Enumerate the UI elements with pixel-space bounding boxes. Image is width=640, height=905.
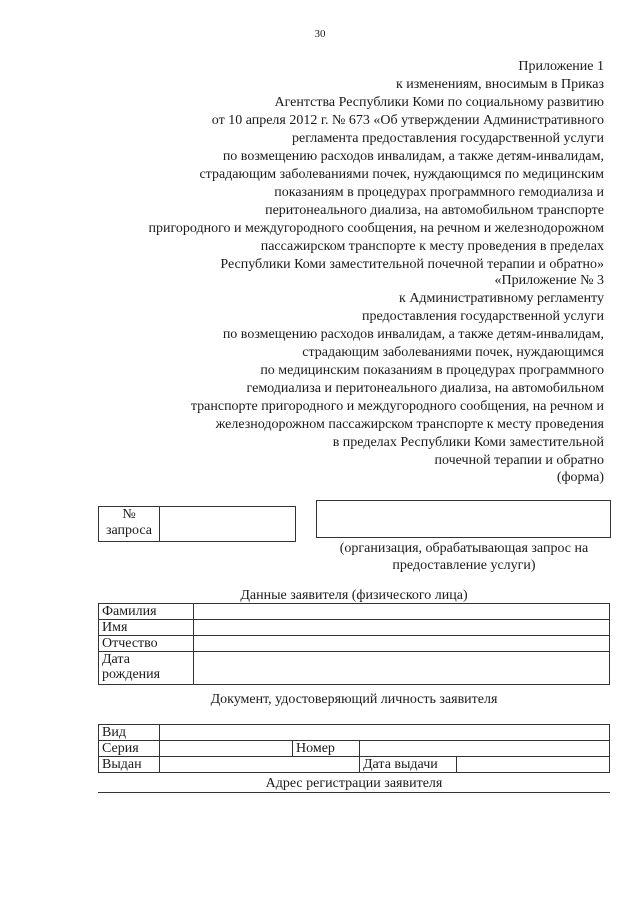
doc-type-label: Вид xyxy=(99,725,160,741)
birth-date-field[interactable] xyxy=(194,652,610,685)
birth-date-label xyxy=(99,652,194,685)
table-row xyxy=(99,620,610,636)
appendix3-line: «Приложение № 3 xyxy=(494,273,604,288)
patronymic-field[interactable] xyxy=(194,636,610,652)
table-row xyxy=(99,604,610,620)
form-label: (форма) xyxy=(556,470,604,485)
page-number: 30 xyxy=(314,28,326,40)
doc-issued-field[interactable] xyxy=(160,757,360,773)
birth-date-label-line1: Дата xyxy=(102,652,130,667)
appendix3-line: к Административному регламенту xyxy=(399,291,604,306)
appendix1-line: показаниям в процедурах программного гемодиализа и xyxy=(274,185,604,200)
organization-field[interactable] xyxy=(316,500,611,538)
request-number-sign: № xyxy=(122,507,136,522)
appendix1-line: пригородного и междугородного сообщения, на речном и железнодорожном xyxy=(148,221,604,236)
request-number-label xyxy=(99,507,160,542)
table-row xyxy=(99,725,610,741)
request-number-table xyxy=(98,506,296,542)
appendix3-line: гемодиализа и перитонеального диализа, на автомобильном xyxy=(246,381,604,396)
appendix3-line: железнодорожном пассажирском транспорте к месту проведения xyxy=(215,417,604,432)
appendix1-line: регламента предоставления государственной услуги xyxy=(292,131,604,146)
doc-issue-date-label: Дата выдачи xyxy=(360,757,457,773)
surname-label: Фамилия xyxy=(99,604,194,620)
name-field[interactable] xyxy=(194,620,610,636)
appendix3-line: по медицинским показаниям в процедурах программного xyxy=(260,363,604,378)
appendix1-line: перитонеального диализа, на автомобильном транспорте xyxy=(265,203,604,218)
doc-number-field[interactable] xyxy=(360,741,610,757)
document-section-title: Документ, удостоверяющий личность заявителя xyxy=(210,692,498,707)
document-table xyxy=(98,724,610,773)
applicant-section-title: Данные заявителя (физического лица) xyxy=(240,588,468,603)
doc-series-label: Серия xyxy=(99,741,160,757)
appendix1-line: по возмещению расходов инвалидам, а также детям-инвалидам, xyxy=(222,149,604,164)
appendix1-line: пассажирском транспорте к месту проведения в пределах xyxy=(260,239,604,254)
appendix3-line: в пределах Республики Коми заместительной xyxy=(332,435,604,450)
request-word: запроса xyxy=(106,523,152,538)
doc-number-label: Номер xyxy=(293,741,360,757)
request-number-field[interactable] xyxy=(160,507,296,542)
doc-issued-label: Выдан xyxy=(99,757,160,773)
appendix3-line: предоставления государственной услуги xyxy=(362,309,604,324)
address-field-line[interactable] xyxy=(98,792,610,793)
address-section-title: Адрес регистрации заявителя xyxy=(265,776,443,791)
birth-date-label-line2: рождения xyxy=(102,667,161,682)
table-row xyxy=(99,757,610,773)
patronymic-label: Отчество xyxy=(99,636,194,652)
applicant-table xyxy=(98,603,610,685)
appendix3-line: страдающим заболеваниями почек, нуждающимся xyxy=(302,345,604,360)
doc-series-field[interactable] xyxy=(160,741,293,757)
appendix1-line: Агентства Республики Коми по социальному развитию xyxy=(274,95,604,110)
table-row xyxy=(99,652,610,685)
appendix1-line: к изменениям, вносимым в Приказ xyxy=(395,77,604,92)
table-row xyxy=(99,741,610,757)
doc-type-field[interactable] xyxy=(160,725,610,741)
appendix1-line: страдающим заболеваниями почек, нуждающимся по медицинским xyxy=(199,167,604,182)
appendix3-header xyxy=(191,272,604,470)
appendix1-line: Приложение 1 xyxy=(518,59,604,74)
appendix3-line: транспорте пригородного и междугородного сообщения, на речном и xyxy=(190,399,604,414)
appendix1-header xyxy=(148,58,604,274)
appendix3-line: по возмещению расходов инвалидам, а также детям-инвалидам, xyxy=(222,327,604,342)
appendix3-line: почечной терапии и обратно xyxy=(434,453,604,468)
organization-caption: (организация, обрабатывающая запрос на предоставление услуги) xyxy=(339,541,589,573)
appendix1-line: Республики Коми заместительной почечной терапии и обратно» xyxy=(220,257,604,272)
name-label: Имя xyxy=(99,620,194,636)
surname-field[interactable] xyxy=(194,604,610,620)
appendix1-line: от 10 апреля 2012 г. № 673 «Об утверждении Административного xyxy=(211,113,604,128)
doc-issue-date-field[interactable] xyxy=(457,757,610,773)
table-row xyxy=(99,636,610,652)
